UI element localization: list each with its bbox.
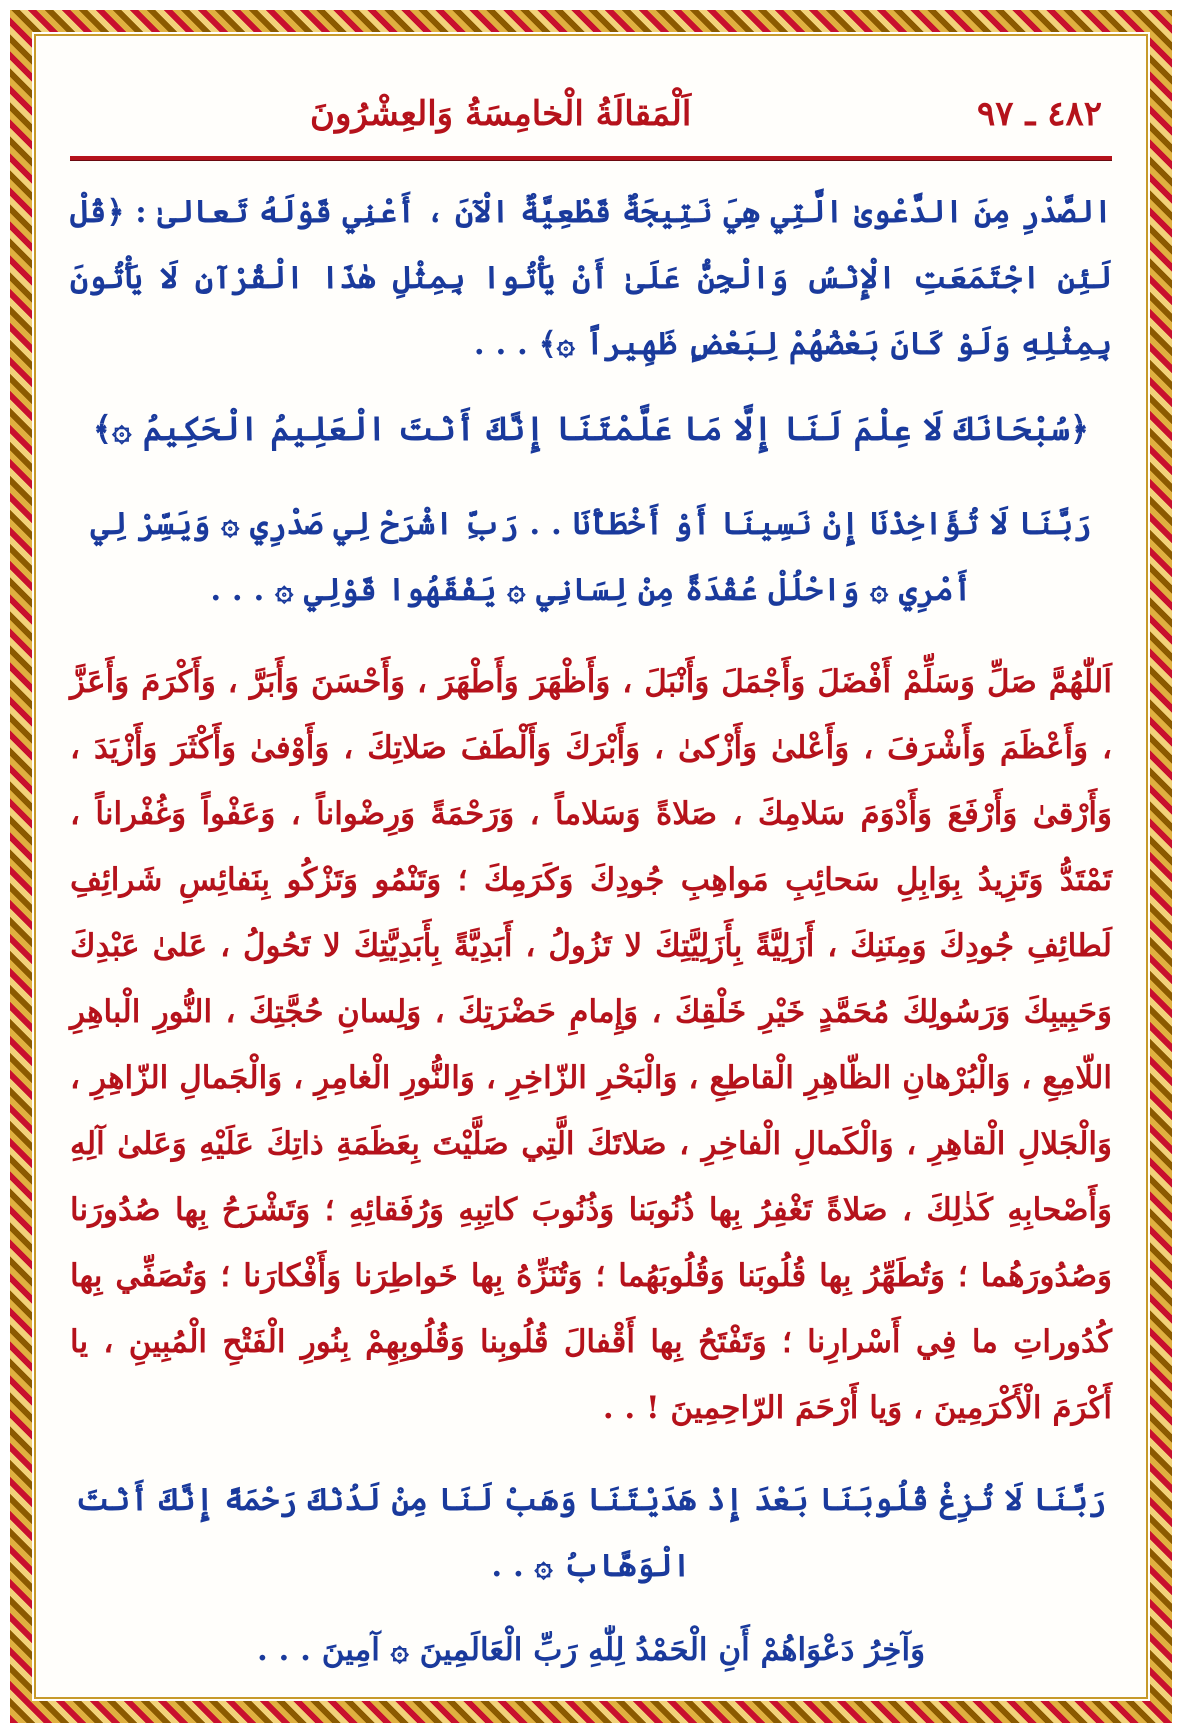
- intro-paragraph: الصَّدْرِ مِنَ الدَّعْوىٰ الَّتِي هِيَ نَتِيجَةٌ قَطْعِيَّةٌ الْآنَ ، أَعْنِي قَوْلَهُ تَعالىٰ : ﴿قُلْ لَئِنِ اجْتَمَعَتِ الْإِنْسُ وَالْجِنُّ عَلَىٰ أَنْ يَأْتُوا بِمِثْلِ هٰذَا الْقُرْآنِ لَا يَأْتُونَ بِمِثْلِهِ وَلَوْ كَانَ بَعْضُهُمْ لِبَعْضٍ ظَهِيراً ۞﴾ . . .: [70, 194, 1112, 362]
- page-header: [70, 78, 1112, 150]
- header-divider: [70, 156, 1112, 161]
- verse-subhanaka: ﴿سُبْحَانَكَ لَا عِلْمَ لَنَا إِلَّا مَا عَلَّمْتَنَا إِنَّكَ أَنْتَ الْعَلِيمُ الْحَكِيمُ ۞﴾: [92, 409, 1090, 448]
- page-content: [70, 78, 1112, 1683]
- page-numbers: ٤٨٢ ـ ٩٧: [977, 94, 1102, 134]
- salawat-paragraph: اَللّٰهُمَّ صَلِّ وَسَلِّمْ أَفْضَلَ وَأَجْمَلَ وَأَنْبَلَ ، وَأَظْهَرَ وَأَطْهَرَ ، وَأَحْسَنَ وَأَبَرَّ ، وَأَكْرَمَ وَأَعَزَّ ، وَأَعْظَمَ وَأَشْرَفَ ، وَأَعْلىٰ وَأَزْكىٰ ، وَأَبْرَكَ وَأَلْطَفَ صَلاتِكَ ، وَأَوْفىٰ وَأَكْثَرَ وَأَزْيَدَ ، وَأَرْقىٰ وَأَرْفَعَ وَأَدْوَمَ سَلامِكَ ، صَلاةً وَسَلاماً ، وَرَحْمَةً وَرِضْواناً ، وَعَفْواً وَغُفْراناً ، تَمْتَدُّ وَتَزِيدُ بِوَابِلِ سَحائِبِ مَواهِبِ جُودِكَ وَكَرَمِكَ ؛ وَتَنْمُو وَتَزْكُو بِنَفائِسِ شَرائِفِ لَطائِفِ جُودِكَ وَمِنَنِكَ ، أَزَلِيَّةً بِأَزَلِيَّتِكَ لا تَزُولُ ، أَبَدِيَّةً بِأَبَدِيَّتِكَ لا تَحُولُ ، عَلىٰ عَبْدِكَ وَحَبِيبِكَ وَرَسُولِكَ مُحَمَّدٍ خَيْرِ خَلْقِكَ ، وَإِمامِ حَضْرَتِكَ ، وَلِسانِ حُجَّتِكَ ، النُّورِ الْباهِرِ اللّامِعِ ، وَالْبُرْهانِ الظّاهِرِ الْقاطِعِ ، وَالْبَحْرِ الزّاخِرِ ، وَالنُّورِ الْغامِرِ ، وَالْجَمالِ الزّاهِرِ ، وَالْجَلالِ الْقاهِرِ ، وَالْكَمالِ الْفاخِرِ ، صَلاتَكَ الَّتِي صَلَّيْتَ بِعَظَمَةِ ذاتِكَ عَلَيْهِ وَعَلىٰ آلِهِ وَأَصْحابِهِ كَذٰلِكَ ، صَلاةً تَغْفِرُ بِها ذُنُوبَنا وَذُنُوبَ كاتِبِهِ وَرُفَقائِهِ ؛ وَتَشْرَحُ بِها صُدُورَنا وَصُدُورَهُما ؛ وَتُطَهِّرُ بِها قُلُوبَنا وَقُلُوبَهُما ؛ وَتُنَزِّهُ بِها خَواطِرَنا وَأَفْكارَنا ؛ وَتُصَفِّي بِها كُدُوراتِ ما فِي أَسْرارِنا ؛ وَتَفْتَحُ بِها أَقْفالَ قُلُوبِنا وَقُلُوبِهِمْ بِنُورِ الْفَتْحِ الْمُبِينِ ، يا أَكْرَمَ الْأَكْرَمِينَ ، وَيا أَرْحَمَ الرّاحِمِينَ ! . .: [70, 664, 1112, 1426]
- chapter-title: اَلْمَقالَةُ الْخامِسَةُ وَالعِشْرُونَ: [310, 94, 692, 134]
- closing-paragraph: وَآخِرُ دَعْوَاهُمْ أَنِ الْحَمْدُ لِلّٰهِ رَبِّ الْعَالَمِينَ ۞ آمِينَ . . .: [256, 1632, 926, 1668]
- prayer-paragraph-1: رَبَّنَا لَا تُؤَاخِذْنَا إِنْ نَسِينَا أَوْ أَخْطَأْنَا . . رَبِّ اشْرَحْ لِي صَدْرِي ۞ وَيَسِّرْ لِي أَمْرِي ۞ وَاحْلُلْ عُقْدَةً مِنْ لِسَانِي ۞ يَفْقَهُوا قَوْلِي ۞ . . .: [90, 506, 1092, 608]
- prayer-paragraph-2: رَبَّنَا لَا تُزِغْ قُلُوبَنَا بَعْدَ إِذْ هَدَيْتَنَا وَهَبْ لَنَا مِنْ لَدُنْكَ رَحْمَةً إِنَّكَ أَنْتَ الْوَهَّابُ ۞ . .: [75, 1482, 1107, 1584]
